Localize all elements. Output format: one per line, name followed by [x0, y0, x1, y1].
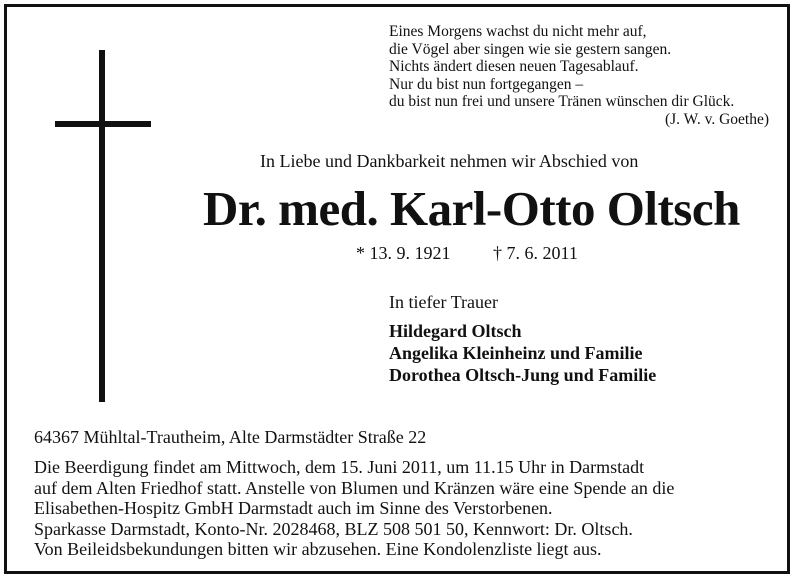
birth-date: * 13. 9. 1921 — [356, 243, 451, 263]
deceased-name: Dr. med. Karl-Otto Oltsch — [203, 181, 740, 236]
mourning-heading: In tiefer Trauer — [389, 292, 498, 312]
info-line: Die Beerdigung findet am Mittwoch, dem 15. Juni 2011, um 11.15 Uhr in Darmstadt — [34, 457, 645, 477]
poem-line: die Vögel aber singen wie sie gestern sangen. — [389, 40, 672, 58]
mourner-name: Dorothea Oltsch-Jung und Familie — [389, 365, 657, 385]
poem-line: du bist nun frei und unsere Tränen wünschen dir Glück. — [389, 93, 735, 110]
info-line: Elisabethen-Hospitz GmbH Darmstadt auch im Sinne des Verstorbenen. — [34, 498, 553, 518]
cross-horizontal-bar — [55, 121, 151, 127]
address: 64367 Mühltal-Trautheim, Alte Darmstädter Straße 22 — [34, 427, 427, 447]
poem-line: Nichts ändert diesen neuen Tagesablauf. — [389, 58, 639, 75]
poem-line: Nur du bist nun fortgegangen – — [389, 75, 584, 93]
obituary-notice — [4, 4, 790, 574]
info-line: Sparkasse Darmstadt, Konto-Nr. 2028468, BLZ 508 501 50, Kennwort: Dr. Oltsch. — [34, 518, 633, 539]
life-dates — [356, 243, 578, 264]
funeral-info — [34, 457, 779, 560]
mourner-name: Angelika Kleinheinz und Familie — [389, 343, 643, 363]
cross-vertical-bar — [99, 50, 105, 402]
poem-line: Eines Morgens wachst du nicht mehr auf, — [389, 23, 647, 40]
mourner-name: Hildegard Oltsch — [389, 321, 522, 341]
farewell-intro: In Liebe und Dankbarkeit nehmen wir Abschied von — [260, 151, 639, 171]
poem-author: (J. W. v. Goethe) — [664, 110, 769, 128]
death-date: † 7. 6. 2011 — [493, 243, 578, 263]
info-line: Von Beileidsbekundungen bitten wir abzusehen. Eine Kondolenzliste liegt aus. — [34, 539, 602, 559]
info-line: auf dem Alten Friedhof statt. Anstelle von Blumen und Kränzen wäre eine Spende an die — [34, 477, 675, 498]
poem — [389, 23, 779, 128]
mourners-list — [389, 320, 656, 386]
